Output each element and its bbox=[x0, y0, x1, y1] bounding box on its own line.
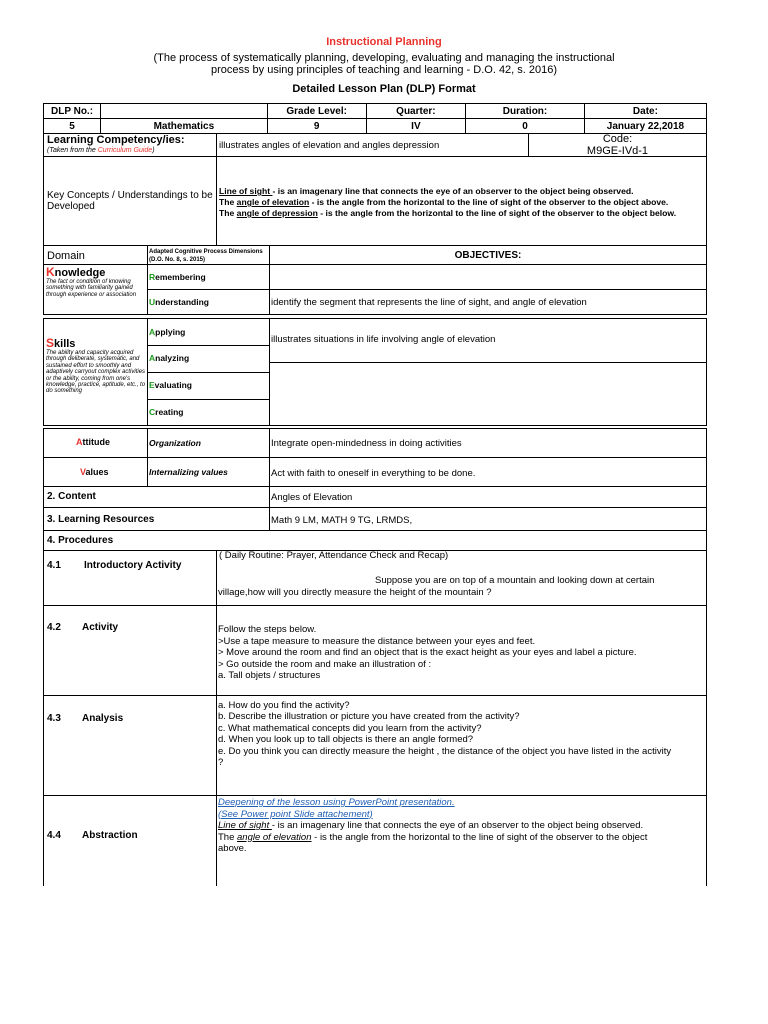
key-concepts-label: Key Concepts / Understandings to be Developed bbox=[47, 190, 213, 212]
knowledge-description: The fact or condition of knowing something with familiarity gained through experience or association bbox=[46, 279, 137, 298]
key-concepts-label-cell bbox=[43, 156, 217, 246]
applying-objective-cell bbox=[269, 318, 707, 363]
attitude-objective-cell bbox=[269, 428, 707, 458]
key-concepts-text bbox=[219, 186, 676, 219]
analyzing-cell bbox=[147, 345, 270, 373]
document-title: Instructional Planning bbox=[326, 36, 442, 48]
p41-label: Introductory Activity bbox=[84, 560, 182, 571]
content-value: Angles of Elevation bbox=[271, 492, 353, 503]
p44-number: 4.4 bbox=[47, 830, 61, 841]
p43-question: b. Describe the illustration or picture you have created from the activity? bbox=[218, 711, 520, 723]
p43-questions bbox=[218, 700, 671, 768]
p42-step: a. Tall objets / structures bbox=[218, 670, 321, 681]
understanding-objective: identify the segment that represents the line of sight, and angle of elevation bbox=[271, 297, 587, 308]
powerpoint-link[interactable]: Deepening of the lesson using PowerPoint presentation. bbox=[218, 797, 455, 808]
p41-line-2: Suppose you are on top of a mountain and looking down at certain bbox=[375, 575, 655, 586]
p42-step: >Use a tape measure to measure the distance between your eyes and feet. bbox=[218, 635, 536, 647]
quarter-label: Quarter: bbox=[366, 104, 466, 119]
skills-description: The ability and capacity acquired through deliberate, systematic, and sustained effort to smoothly and adaptively carryout complex activities or the ability, coming from one's knowledge, practice, aptitude, etc., to do something bbox=[46, 350, 146, 395]
domain-label: Domain bbox=[47, 250, 85, 262]
applying-objective: illustrates situations in life involving angle of elevation bbox=[271, 334, 496, 345]
resources-value-cell bbox=[269, 507, 707, 531]
procedures-label: 4. Procedures bbox=[47, 535, 114, 546]
p43-question: e. Do you think you can directly measure the height , the distance of the object you have listed in the activity bbox=[218, 745, 672, 757]
dlp-no-value: 5 bbox=[44, 119, 101, 134]
competency-note: (Taken from the Curriculum Guide) bbox=[47, 147, 155, 154]
remembering-cell bbox=[147, 264, 270, 290]
key-concept-angle-depression: The angle of depression - is the angle from the horizontal to the line of sight of the observer to the object below. bbox=[219, 208, 677, 218]
competency-label: Learning Competency/ies: bbox=[47, 134, 185, 146]
organization-label: Organization bbox=[149, 438, 201, 448]
blank-cell bbox=[101, 104, 268, 119]
resources-label-cell bbox=[43, 507, 270, 531]
competency-value: illustrates angles of elevation and angles depression bbox=[219, 140, 440, 151]
grade-level-label: Grade Level: bbox=[267, 104, 366, 119]
domain-header-cell bbox=[43, 245, 148, 265]
p44-label-cell bbox=[43, 795, 217, 886]
adapted-label: Adapted Cognitive Process Dimensions (D.O. No. 8, s. 2015) bbox=[149, 249, 263, 263]
duration-value: 0 bbox=[466, 119, 585, 134]
evaluating-cell bbox=[147, 372, 270, 400]
values-objective: Act with faith to oneself in everything to be done. bbox=[271, 468, 476, 479]
key-concept-angle-elevation: The angle of elevation - is the angle from the horizontal to the line of sight of the observer to the object above. bbox=[219, 197, 669, 207]
skills-cell bbox=[43, 318, 148, 426]
p42-step: > Move around the room and find an object that is the exact height as your eyes and label a picture. bbox=[218, 647, 637, 658]
objectives-header-cell bbox=[269, 245, 707, 265]
internalizing-label: Internalizing values bbox=[149, 467, 228, 477]
subject-value: Mathematics bbox=[101, 119, 268, 134]
p43-label-cell bbox=[43, 695, 217, 796]
info-table bbox=[43, 103, 707, 134]
organization-cell bbox=[147, 428, 270, 458]
analyzing-evaluating-objective bbox=[269, 362, 707, 426]
subtitle-line-1: (The process of systematically planning, developing, evaluating and managing the instructional bbox=[153, 52, 615, 64]
content-label-cell bbox=[43, 486, 270, 508]
objectives-label: OBJECTIVES: bbox=[454, 250, 522, 261]
procedures-header-cell bbox=[43, 530, 707, 551]
applying-label: Applying bbox=[149, 327, 186, 337]
understanding-label: Understanding bbox=[149, 297, 209, 307]
key-concepts-cell bbox=[216, 156, 707, 246]
knowledge-cell bbox=[43, 264, 148, 315]
p42-number: 4.2 bbox=[47, 622, 61, 633]
p41-content-cell bbox=[216, 550, 707, 606]
adapted-header-cell bbox=[147, 245, 270, 265]
p41-line-3: village,how will you directly measure the height of the mountain ? bbox=[218, 587, 492, 598]
values-cell bbox=[43, 457, 148, 487]
remembering-label: Remembering bbox=[149, 272, 206, 282]
p43-question: a. How do you find the activity? bbox=[218, 700, 350, 711]
skills-label: Skills bbox=[46, 336, 76, 350]
date-label: Date: bbox=[584, 104, 706, 119]
attitude-cell bbox=[43, 428, 148, 458]
duration-label: Duration: bbox=[466, 104, 585, 119]
p44-label: Abstraction bbox=[82, 830, 138, 841]
attitude-label: Attitude bbox=[76, 437, 110, 447]
quarter-value: IV bbox=[366, 119, 466, 134]
p41-line-1: ( Daily Routine: Prayer, Attendance Check and Recap) bbox=[219, 550, 449, 561]
abstraction-line-of-sight: Line of sight - is an imagenary line that connects the eye of an observer to the object being observed. bbox=[218, 820, 644, 831]
p44-content-cell bbox=[216, 795, 707, 886]
p42-step: > Go outside the room and make an illustration of : bbox=[218, 658, 432, 670]
remembering-objective bbox=[269, 264, 707, 290]
p42-label: Activity bbox=[82, 622, 119, 633]
p44-text bbox=[218, 797, 647, 855]
p43-label: Analysis bbox=[82, 713, 124, 724]
date-value: January 22,2018 bbox=[584, 119, 706, 134]
p42-steps bbox=[218, 624, 637, 682]
grade-level-value: 9 bbox=[267, 119, 366, 134]
p43-content-cell bbox=[216, 695, 707, 796]
p43-question: c. What mathematical concepts did you learn from the activity? bbox=[218, 722, 482, 734]
values-objective-cell bbox=[269, 457, 707, 487]
applying-cell bbox=[147, 318, 270, 346]
p42-content-cell bbox=[216, 605, 707, 696]
understanding-objective-cell bbox=[269, 289, 707, 315]
knowledge-label: Knowledge bbox=[46, 265, 106, 279]
evaluating-label: Evaluating bbox=[149, 380, 192, 390]
p42-step: Follow the steps below. bbox=[218, 624, 317, 635]
analyzing-label: Analyzing bbox=[149, 353, 190, 363]
p43-number: 4.3 bbox=[47, 713, 61, 724]
key-concept-line-of-sight: Line of sight - is an imagenary line that connects the eye of an observer to the object being observed. bbox=[219, 186, 634, 196]
competency-label-cell bbox=[43, 133, 217, 157]
p42-label-cell bbox=[43, 605, 217, 696]
competency-cell bbox=[216, 133, 529, 157]
attitude-objective: Integrate open-mindedness in doing activities bbox=[271, 438, 462, 449]
values-label: Values bbox=[80, 467, 109, 477]
dlp-no-label: DLP No.: bbox=[44, 104, 101, 119]
code-value: M9GE-IVd-1 bbox=[586, 145, 649, 157]
resources-label: 3. Learning Resources bbox=[47, 514, 155, 525]
creating-cell bbox=[147, 399, 270, 426]
code-label: Code: bbox=[602, 133, 633, 145]
abstraction-angle-elevation: The angle of elevation - is the angle from the horizontal to the line of sight of the observer to the object bbox=[218, 831, 648, 843]
p41-label-cell bbox=[43, 550, 217, 606]
content-label: 2. Content bbox=[47, 491, 96, 502]
dlp-format-heading: Detailed Lesson Plan (DLP) Format bbox=[292, 83, 476, 95]
code-cell bbox=[528, 133, 707, 157]
slide-attachment-link[interactable]: (See Power point Slide attachement) bbox=[218, 808, 373, 820]
abstraction-angle-elevation-cont: above. bbox=[218, 843, 247, 854]
content-value-cell bbox=[269, 486, 707, 508]
p41-number: 4.1 bbox=[47, 560, 61, 571]
internalizing-cell bbox=[147, 457, 270, 487]
p43-question: ? bbox=[218, 757, 224, 769]
creating-label: Creating bbox=[149, 407, 184, 417]
p43-question: d. When you look up to tall objects is there an angle formed? bbox=[218, 734, 474, 746]
resources-value: Math 9 LM, MATH 9 TG, LRMDS, bbox=[271, 515, 413, 526]
understanding-cell bbox=[147, 289, 270, 315]
subtitle-line-2: process by using principles of teaching and learning - D.O. 42, s. 2016) bbox=[210, 64, 558, 76]
